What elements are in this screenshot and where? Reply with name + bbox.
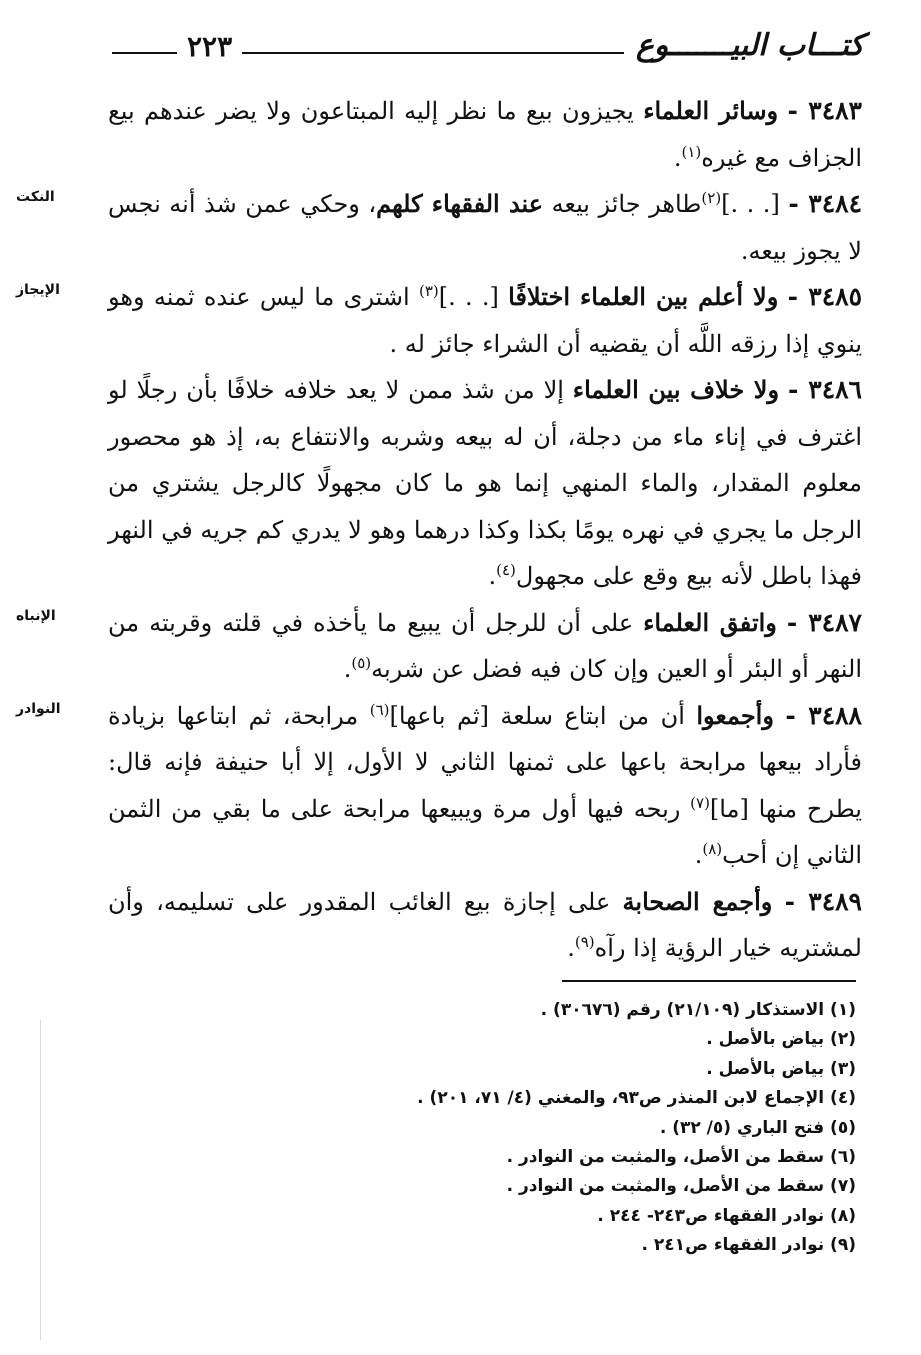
- entry-number: ٣٤٨٨ -: [785, 700, 862, 730]
- entry-number: ٣٤٨٩ -: [784, 886, 862, 916]
- entry-lead: ولا خلاف بين العلماء: [572, 375, 780, 404]
- entry-lead: عند الفقهاء كلهم: [376, 189, 544, 218]
- footnote: (٥) فتح الباري (٥/ ٣٢) .: [659, 1117, 856, 1138]
- entry-text: على إجازة بيع الغائب المقدور على تسليمه، وأن لمشتريه خيار الرؤية إذا رآه: [108, 887, 862, 962]
- entry-number: ٣٤٨٣ -: [787, 96, 862, 125]
- footnotes: [300, 996, 856, 1261]
- margin-note: النوادر: [16, 700, 61, 717]
- entry-text: اشترى ما ليس عنده ثمنه وهو ينوي إذا رزقه اللَّه أن يقضيه أن الشراء جائز له .: [108, 283, 862, 358]
- footnote-ref[interactable]: (١): [681, 142, 702, 161]
- footnote-ref[interactable]: (٢): [701, 189, 722, 207]
- entry-text: مرابحة، ثم ابتاعها بزيادة فأراد بيعها مرابحة باعها على ثمنها الثاني لا الأول، إلا أبا حنيفة فإنه قال: يطرح منها [ما]: [108, 701, 862, 823]
- entry-lead: وأجمع الصحابة: [622, 886, 773, 916]
- entry-3489: [108, 879, 862, 972]
- footnote: (٦) سقط من الأصل، والمثبت من النوادر .: [506, 1147, 856, 1168]
- footnote: (٢) بياض بالأصل .: [706, 1029, 856, 1050]
- footnote-ref[interactable]: (٩): [574, 933, 595, 951]
- book-title: كتـــاب البيـــــــوع: [624, 28, 864, 63]
- footnote: (٨) نوادر الفقهاء ص٢٤٣- ٢٤٤ .: [597, 1205, 856, 1226]
- entry-text: أن من ابتاع سلعة [ثم باعها]: [389, 701, 697, 730]
- entry-text: ، وحكي عمن شذ أنه نجس لا يجوز بيعه.: [108, 190, 862, 265]
- entry-lead: واتفق العلماء: [643, 607, 777, 637]
- entry-tail: .: [343, 655, 352, 683]
- entry-tail: .: [488, 562, 497, 590]
- footnote-ref[interactable]: (٨): [702, 840, 723, 858]
- entry-lead: وسائر العلماء: [643, 96, 779, 125]
- footnote-ref[interactable]: (٧): [690, 793, 710, 812]
- entry-tail: .: [694, 841, 703, 869]
- entry-number: ٣٤٨٧ -: [786, 607, 862, 637]
- entry-text: إلا من شذ ممن لا يعد خلافه خلافًا بأن رجلًا لو اغترف في إناء ماء من دجلة، أن له بيعه وشربه والانتفاع به، إذ هو محصور معلوم المقدار، والماء المنهي إنما هو ما كان مجهولًا كالرجل يشتري من الرجل ما يجري في نهره يومًا بكذا وكذا درهما وهو لا يدري كم جريه في النهر فهذا باطل لأنه بيع وقع على مجهول: [108, 376, 862, 590]
- entry-number: ٣٤٨٥ -: [787, 282, 862, 311]
- footnote-ref[interactable]: (٥): [351, 654, 372, 672]
- entry-3486: [108, 367, 862, 600]
- entry-3483: [108, 88, 862, 181]
- margin-note: الإنباه: [16, 607, 56, 624]
- entry-3487: [16, 600, 862, 693]
- margin-note: الإيجاز: [16, 282, 60, 298]
- footnote: (٣) بياض بالأصل .: [706, 1058, 856, 1079]
- page-header: [112, 28, 864, 78]
- entry-lead: وأجمعوا: [696, 700, 774, 730]
- entry-tail: .: [567, 934, 575, 962]
- entry-text: على أن للرجل أن يبيع ما يأخذه في قلته وقربته من النهر أو البئر أو العين وإن كان فيه فضل عن شربه: [108, 608, 862, 683]
- footnote: (٩) نوادر الفقهاء ص٢٤١ .: [641, 1235, 856, 1256]
- entry-gap: [. . .]: [438, 283, 509, 311]
- entry-3488: [16, 693, 862, 879]
- page-number: ٢٢٣: [177, 30, 242, 63]
- entry-text: طاهر جائز بيعه: [543, 190, 702, 218]
- entry-3485: [16, 274, 862, 367]
- main-text: [16, 88, 863, 972]
- entry-text: ربحه فيها أول مرة ويبيعها مرابحة على ما بقي من الثمن الثاني إن أحب: [108, 794, 862, 869]
- entry-lead: ولا أعلم بين العلماء اختلافًا: [508, 282, 779, 311]
- footnote-ref[interactable]: (٦): [369, 700, 390, 719]
- entry-gap: [. . .]: [721, 190, 789, 218]
- entry-tail: .: [673, 143, 682, 172]
- footnote: (١) الاستذكار (٢١/١٠٩) رقم (٣٠٦٧٦) .: [540, 1000, 856, 1020]
- footnote: (٤) الإجماع لابن المنذر ص٩٣، والمغني (٤/ ٧١، ٢٠١) .: [417, 1088, 856, 1109]
- scan-edge-line: [40, 1020, 41, 1340]
- footnote-ref[interactable]: (٣): [418, 282, 439, 300]
- margin-note: النكت: [16, 189, 55, 205]
- footnote-ref[interactable]: (٤): [496, 561, 516, 579]
- entry-3484: [16, 181, 863, 274]
- footnote: (٧) سقط من الأصل، والمثبت من النوادر .: [506, 1176, 856, 1197]
- entry-number: ٣٤٨٤ -: [788, 189, 863, 218]
- entry-number: ٣٤٨٦ -: [787, 375, 862, 404]
- footnote-separator: [562, 980, 856, 982]
- entry-text: يجيزون بيع ما نظر إليه المبتاعون ولا يضر عندهم بيع الجزاف مع غيره: [108, 97, 862, 172]
